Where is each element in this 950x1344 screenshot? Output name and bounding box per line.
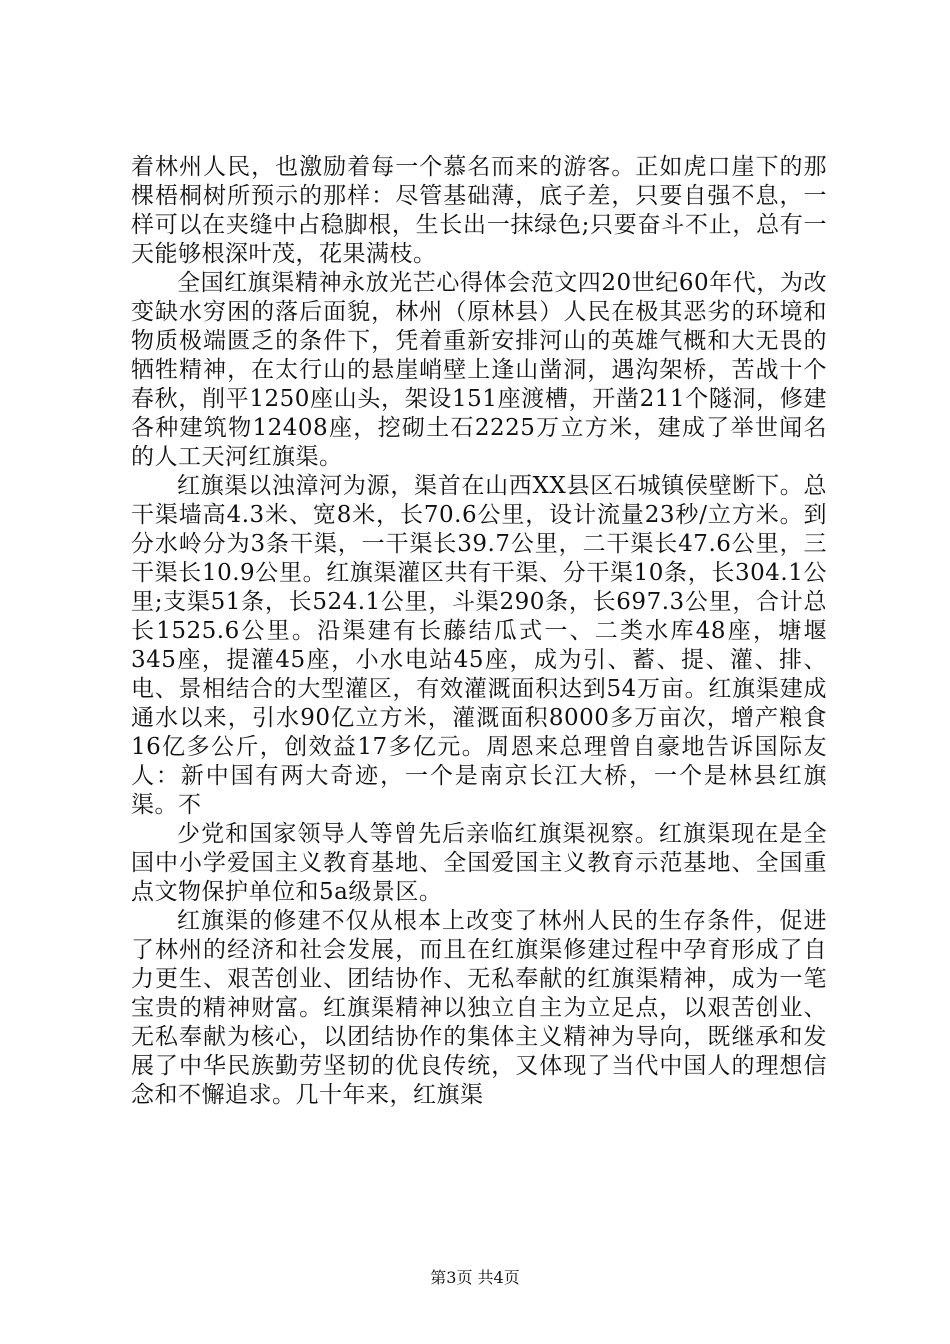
paragraph-canal-statistics: 红旗渠以浊漳河为源，渠首在山西XX县区石城镇侯壁断下。总干渠墙高4.3米、宽8米，长70.6公里，设计流量23秒/立方米。到分水岭分为3条干渠，一干渠长39.7公里，二干渠长47.6公里，三干渠长10.9公里。红旗渠灌区共有干渠、分干渠10条，长304.1公里;支渠51条，长524.1公里，斗渠290条，长697.3公里，合计总长1525.6公里。沿渠建有长藤结瓜式一、二类水库48座，塘堰345座，提灌45座，小水电站45座，成为引、蓄、提、灌、排、电、景相结合的大型灌区，有效灌溉面积达到54万亩。红旗渠建成通水以来，引水90亿立方米，灌溉面积8000多万亩次，增产粮食16亿多公斤，创效益17多亿元。周恩来总理曾自豪地告诉国际友人：新中国有两大奇迹，一个是南京长江大桥，一个是林县红旗渠。不 [131,473,827,818]
paragraph-continuation: 着林州人民，也激励着每一个慕名而来的游客。正如虎口崖下的那棵梧桐树所预示的那样：尽管基础薄，底子差，只要自强不息，一样可以在夹缝中占稳脚根，生长出一抹绿色;只要奋斗不止，总有一天能够根深叶茂，花果满枝。 [131,154,827,267]
paragraph-leaders-visit: 少党和国家领导人等曾先后亲临红旗渠视察。红旗渠现在是全国中小学爱国主义教育基地、全国爱国主义教育示范基地、全国重点文物保护单位和5a级景区。 [131,821,827,905]
page-footer: 第3页 共4页 [430,1268,520,1287]
document-body [131,153,827,1110]
paragraph-canal-spirit: 红旗渠的修建不仅从根本上改变了林州人民的生存条件，促进了林州的经济和社会发展，而且在红旗渠修建过程中孕育形成了自力更生、艰苦创业、团结协作、无私奉献的红旗渠精神，成为一笔宝贵的精神财富。红旗渠精神以独立自主为立足点，以艰苦创业、无私奉献为核心，以团结协作的集体主义精神为导向，既继承和发展了中华民族勤劳坚韧的优良传统，又体现了当代中国人的理想信念和不懈追求。几十年来，红旗渠 [131,908,827,1108]
paragraph-section-four: 全国红旗渠精神永放光芒心得体会范文四20世纪60年代，为改变缺水穷困的落后面貌，林州（原林县）人民在极其恶劣的环境和物质极端匮乏的条件下，凭着重新安排河山的英雄气概和大无畏的牺牲精神，在太行山的悬崖峭壁上逢山凿洞，遇沟架桥，苦战十个春秋，削平1250座山头，架设151座渡槽，开凿211个隧洞，修建各种建筑物12408座，挖砌土石2225万立方米，建成了举世闻名的人工天河红旗渠。 [131,270,827,470]
